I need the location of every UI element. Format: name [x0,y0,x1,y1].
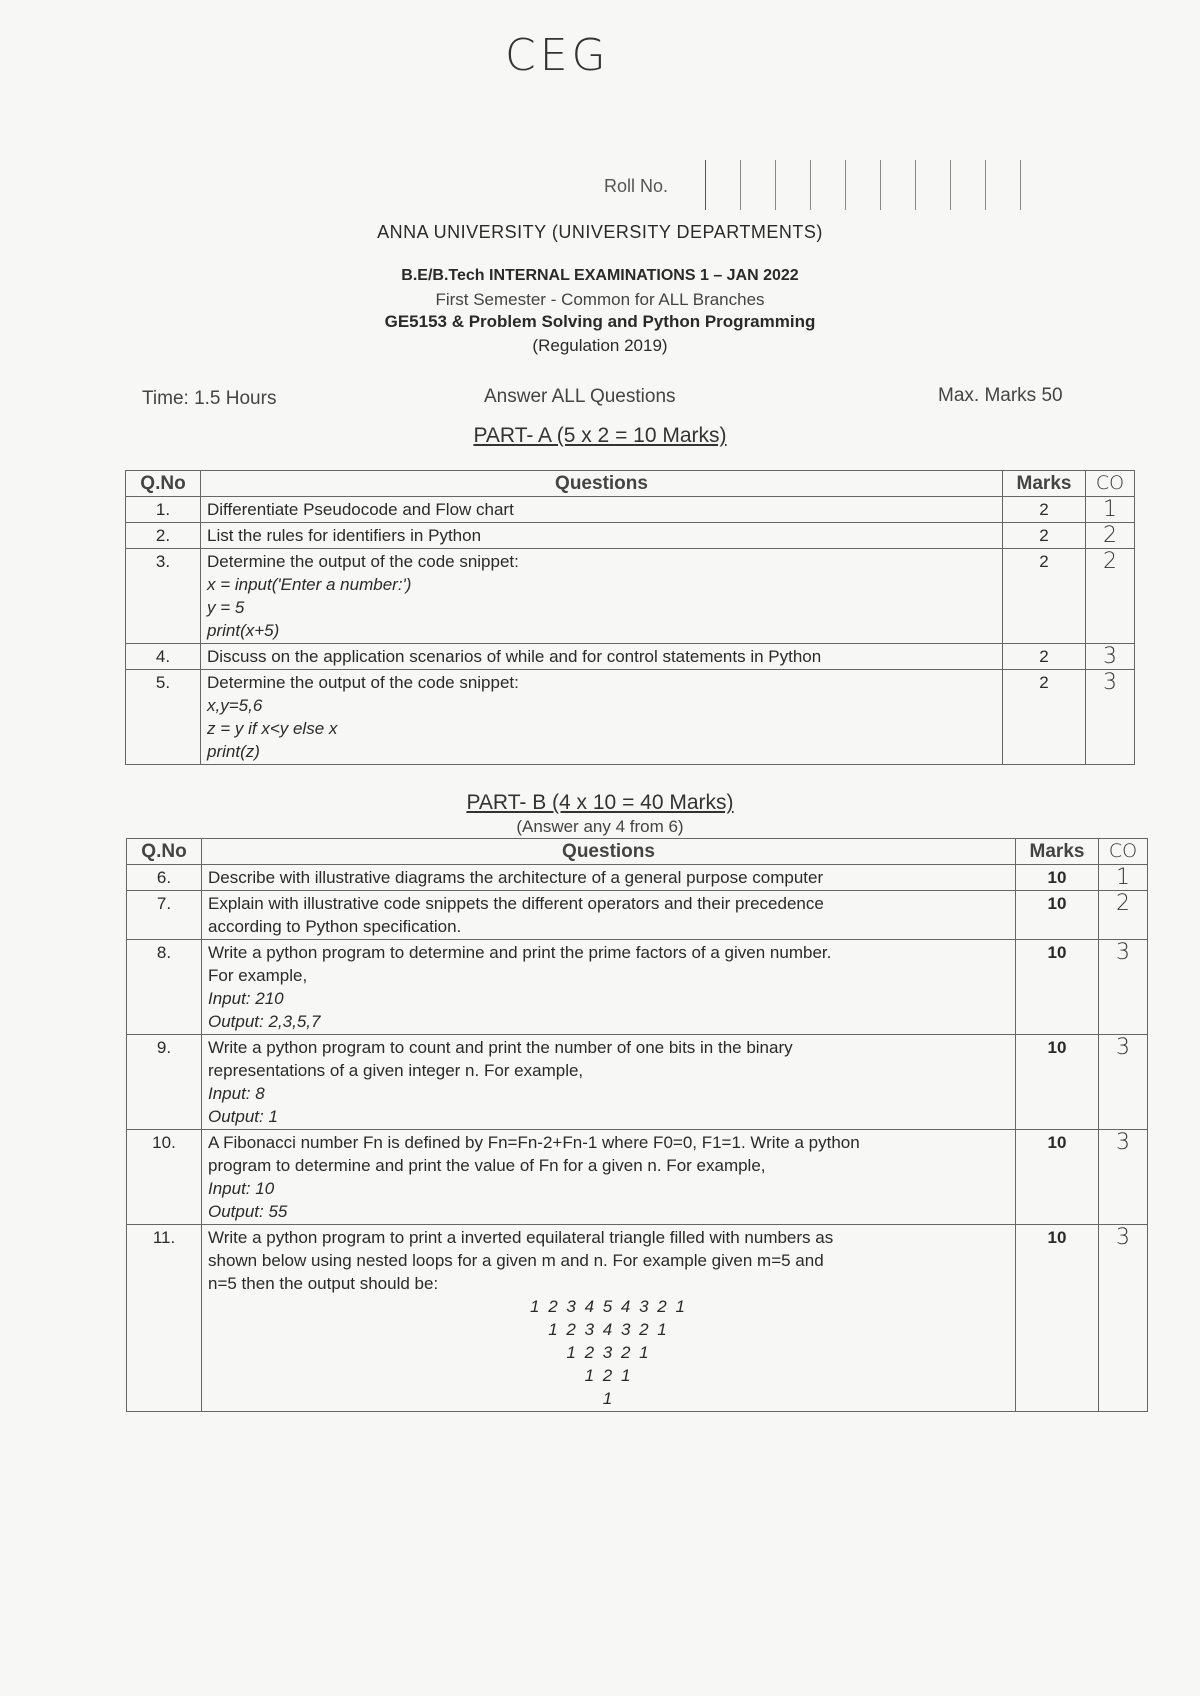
question-marks: 10 [1016,940,1099,1035]
question-line: Determine the output of the code snippet: [207,552,519,571]
code-line: Output: 1 [208,1107,278,1126]
question-text [202,865,1016,891]
part-a-table [125,470,1135,765]
col-marks: Marks [1016,839,1099,865]
question-line: Describe with illustrative diagrams the architecture of a general purpose computer [208,868,824,887]
question-number: 11. [127,1225,202,1412]
question-line: Write a python program to determine and print the prime factors of a given number. [208,943,832,962]
question-marks: 2 [1003,497,1086,523]
code-line: x = input('Enter a number:') [207,575,412,594]
course-outcome: 3 [1099,1130,1148,1225]
part-a-header-row [126,471,1135,497]
question-line: Determine the output of the code snippet: [207,673,519,692]
question-text [201,670,1003,765]
course-outcome: 2 [1086,549,1135,644]
question-line: A Fibonacci number Fn is defined by Fn=Fn-2+Fn-1 where F0=0, F1=1. Write a python [208,1133,860,1152]
part-a-title: PART- A (5 x 2 = 10 Marks) [473,424,727,447]
question-row [127,865,1148,891]
question-text [202,1130,1016,1225]
course-outcome: 3 [1086,670,1135,765]
university-name: ANNA UNIVERSITY (UNIVERSITY DEPARTMENTS) [377,222,823,242]
course-outcome: 3 [1099,1225,1148,1412]
col-qno: Q.No [127,839,202,865]
question-row [127,891,1148,940]
question-line: according to Python specification. [208,917,462,936]
question-text [202,1035,1016,1130]
question-marks: 2 [1003,670,1086,765]
question-row [127,1035,1148,1130]
question-row [127,1225,1148,1412]
question-text [201,549,1003,644]
course-title: GE5153 & Problem Solving and Python Programming [384,312,816,331]
question-number: 2. [126,523,201,549]
question-text [202,940,1016,1035]
col-questions: Questions [202,839,1016,865]
semester-line: First Semester - Common for ALL Branches [435,290,765,309]
code-line: Input: 210 [208,989,284,1008]
col-qno: Q.No [126,471,201,497]
question-text [201,644,1003,670]
question-row [126,523,1135,549]
course-outcome: 3 [1099,1035,1148,1130]
question-line: Differentiate Pseudocode and Flow chart [207,500,514,519]
col-co: CO [1099,839,1148,865]
exam-title: B.E/B.Tech INTERNAL EXAMINATIONS 1 – JAN 2022 [401,267,799,284]
question-marks: 2 [1003,549,1086,644]
question-text [201,523,1003,549]
question-row [126,670,1135,765]
question-line: Write a python program to count and print the number of one bits in the binary [208,1038,793,1057]
question-row [126,644,1135,670]
col-marks: Marks [1003,471,1086,497]
course-outcome: 3 [1086,644,1135,670]
triangle-line: 1 [602,1389,615,1408]
question-marks: 10 [1016,865,1099,891]
course-outcome: 2 [1086,523,1135,549]
question-number: 1. [126,497,201,523]
part-b-header-row [127,839,1148,865]
question-row [126,549,1135,644]
part-b-subtitle: (Answer any 4 from 6) [516,817,684,836]
question-number: 6. [127,865,202,891]
max-marks: Max. Marks 50 [938,385,1063,406]
question-marks: 10 [1016,891,1099,940]
question-row [127,940,1148,1035]
question-line: n=5 then the output should be: [208,1274,439,1293]
exam-duration: Time: 1.5 Hours [142,388,277,409]
handwritten-code: CEG [505,30,610,81]
code-line: print(z) [207,742,260,761]
code-line: Input: 8 [208,1084,265,1103]
course-outcome: 3 [1099,940,1148,1035]
course-outcome: 2 [1099,891,1148,940]
code-line: Output: 2,3,5,7 [208,1012,321,1031]
col-co: CO [1086,471,1135,497]
question-number: 5. [126,670,201,765]
regulation-line: (Regulation 2019) [532,336,668,355]
code-line: Output: 55 [208,1202,288,1221]
col-questions: Questions [201,471,1003,497]
question-text [202,891,1016,940]
question-number: 9. [127,1035,202,1130]
question-marks: 10 [1016,1225,1099,1412]
code-line: y = 5 [207,598,245,617]
question-row [126,497,1135,523]
course-outcome: 1 [1086,497,1135,523]
code-line: print(x+5) [207,621,280,640]
question-marks: 10 [1016,1035,1099,1130]
question-line: shown below using nested loops for a given m and n. For example given m=5 and [208,1251,824,1270]
instruction: Answer ALL Questions [484,386,676,407]
triangle-line: 1 2 3 4 3 2 1 [548,1320,669,1339]
code-line: x,y=5,6 [207,696,263,715]
question-line: representations of a given integer n. For example, [208,1061,584,1080]
course-outcome: 1 [1099,865,1148,891]
question-number: 8. [127,940,202,1035]
part-a-rows [126,497,1135,765]
part-b-rows [127,865,1148,1412]
question-number: 7. [127,891,202,940]
roll-number-boxes [705,160,1021,210]
question-line: Write a python program to print a inverted equilateral triangle filled with numbers as [208,1228,834,1247]
code-line: Input: 10 [208,1179,275,1198]
question-marks: 2 [1003,523,1086,549]
part-b-table [126,838,1148,1412]
code-line: z = y if x<y else x [207,719,338,738]
part-b-title: PART- B (4 x 10 = 40 Marks) [466,791,734,814]
question-line: Explain with illustrative code snippets the different operators and their precedence [208,894,824,913]
question-line: List the rules for identifiers in Python [207,526,482,545]
roll-number-label: Roll No. [604,176,669,196]
triangle-line: 1 2 1 [584,1366,633,1385]
question-row [127,1130,1148,1225]
question-text [201,497,1003,523]
question-number: 3. [126,549,201,644]
question-text [202,1225,1016,1412]
question-number: 10. [127,1130,202,1225]
question-line: Discuss on the application scenarios of while and for control statements in Python [207,647,822,666]
question-marks: 2 [1003,644,1086,670]
question-line: program to determine and print the value of Fn for a given n. For example, [208,1156,766,1175]
question-line: For example, [208,966,308,985]
triangle-line: 1 2 3 2 1 [566,1343,651,1362]
triangle-line: 1 2 3 4 5 4 3 2 1 [530,1297,687,1316]
question-number: 4. [126,644,201,670]
question-marks: 10 [1016,1130,1099,1225]
